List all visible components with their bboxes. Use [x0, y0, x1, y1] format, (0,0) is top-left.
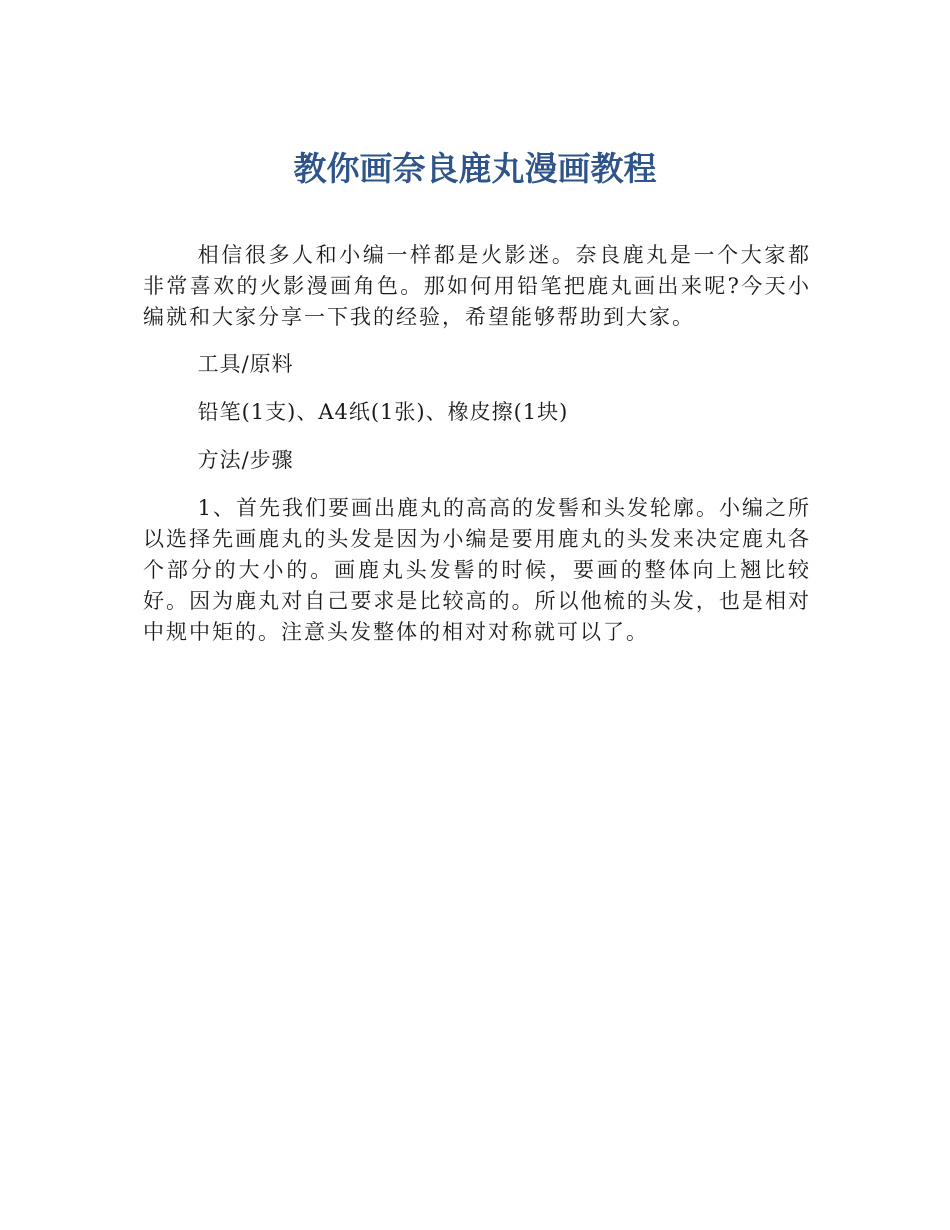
step-1-paragraph: 1、首先我们要画出鹿丸的高高的发髻和头发轮廓。小编之所以选择先画鹿丸的头发是因为小编是要用鹿丸的头发来决定鹿丸各个部分的大小的。画鹿丸头发髻的时候，要画的整体向上翘比较好。因为鹿丸对自己要求是比较高的。所以他梳的头发，也是相对中规中矩的。注意头发整体的相对对称就可以了。: [143, 496, 811, 644]
tools-list-paragraph: 铅笔(1支)、A4纸(1张)、橡皮擦(1块): [197, 400, 569, 424]
document-body: [143, 240, 811, 648]
section-heading-steps: 方法/步骤: [197, 448, 294, 472]
document-title: 教你画奈良鹿丸漫画教程: [293, 149, 657, 188]
intro-paragraph: 相信很多人和小编一样都是火影迷。奈良鹿丸是一个大家都非常喜欢的火影漫画角色。那如何用铅笔把鹿丸画出来呢?今天小编就和大家分享一下我的经验，希望能够帮助到大家。: [143, 243, 811, 329]
section-heading-tools: 工具/原料: [197, 352, 294, 376]
